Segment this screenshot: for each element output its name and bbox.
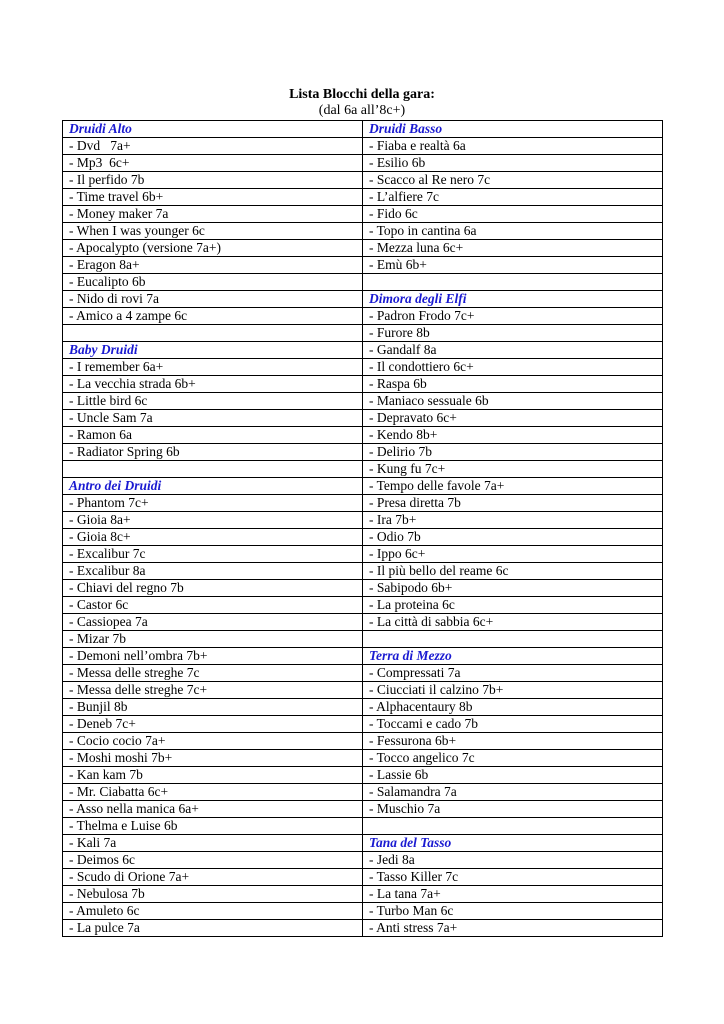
block-cell: - Mr. Ciabatta 6c+ — [63, 784, 363, 801]
table-row — [63, 648, 663, 665]
section-header-cell: Druidi Alto — [63, 121, 363, 138]
table-row — [63, 546, 663, 563]
table-row — [63, 138, 663, 155]
block-cell: - Toccami e cado 7b — [363, 716, 663, 733]
block-cell: - Gioia 8a+ — [63, 512, 363, 529]
table-row — [63, 580, 663, 597]
block-cell: - Moshi moshi 7b+ — [63, 750, 363, 767]
block-cell: - Kendo 8b+ — [363, 427, 663, 444]
block-cell: - Compressati 7a — [363, 665, 663, 682]
table-row — [63, 818, 663, 835]
table-row — [63, 461, 663, 478]
block-cell: - Sabipodo 6b+ — [363, 580, 663, 597]
table-row — [63, 631, 663, 648]
block-cell: - Jedi 8a — [363, 852, 663, 869]
block-cell: - Presa diretta 7b — [363, 495, 663, 512]
block-cell: - La vecchia strada 6b+ — [63, 376, 363, 393]
table-row — [63, 376, 663, 393]
block-cell: - Il più bello del reame 6c — [363, 563, 663, 580]
block-cell: - Messa delle streghe 7c — [63, 665, 363, 682]
block-cell: - Ciucciati il calzino 7b+ — [363, 682, 663, 699]
block-cell: - Little bird 6c — [63, 393, 363, 410]
table-row — [63, 716, 663, 733]
block-cell: - Time travel 6b+ — [63, 189, 363, 206]
block-cell — [63, 461, 363, 478]
table-row — [63, 325, 663, 342]
table-row — [63, 614, 663, 631]
block-cell: - Alphacentaury 8b — [363, 699, 663, 716]
block-cell: - Excalibur 8a — [63, 563, 363, 580]
block-cell: - La tana 7a+ — [363, 886, 663, 903]
block-cell: - Apocalypto (versione 7a+) — [63, 240, 363, 257]
block-cell: - Kan kam 7b — [63, 767, 363, 784]
block-cell: - Tocco angelico 7c — [363, 750, 663, 767]
table-row — [63, 155, 663, 172]
block-cell: - Il condottiero 6c+ — [363, 359, 663, 376]
block-cell: - Tempo delle favole 7a+ — [363, 478, 663, 495]
table-row — [63, 172, 663, 189]
document-subtitle: (dal 6a all’8c+) — [318, 103, 406, 118]
block-cell: - Padron Frodo 7c+ — [363, 308, 663, 325]
block-cell: - Fido 6c — [363, 206, 663, 223]
block-cell: - Maniaco sessuale 6b — [363, 393, 663, 410]
block-cell: - Il perfido 7b — [63, 172, 363, 189]
table-row — [63, 665, 663, 682]
block-cell: - Ippo 6c+ — [363, 546, 663, 563]
table-row — [63, 495, 663, 512]
table-row — [63, 835, 663, 852]
block-cell: - Uncle Sam 7a — [63, 410, 363, 427]
block-cell: - Topo in cantina 6a — [363, 223, 663, 240]
section-header-cell: Baby Druidi — [63, 342, 363, 359]
table-row — [63, 189, 663, 206]
block-cell: - Ramon 6a — [63, 427, 363, 444]
block-cell: - Esilio 6b — [363, 155, 663, 172]
block-cell — [363, 274, 663, 291]
table-row — [63, 410, 663, 427]
table-row — [63, 750, 663, 767]
block-cell: - Nebulosa 7b — [63, 886, 363, 903]
block-cell: - Mezza luna 6c+ — [363, 240, 663, 257]
table-row — [63, 529, 663, 546]
block-cell: - Messa delle streghe 7c+ — [63, 682, 363, 699]
block-cell: - Radiator Spring 6b — [63, 444, 363, 461]
section-header-cell: Terra di Mezzo — [363, 648, 663, 665]
block-cell: - I remember 6a+ — [63, 359, 363, 376]
table-row — [63, 852, 663, 869]
document-title: Lista Blocchi della gara: — [289, 87, 435, 102]
block-cell: - Lassie 6b — [363, 767, 663, 784]
table-row — [63, 444, 663, 461]
block-cell: - Amuleto 6c — [63, 903, 363, 920]
block-cell: - Mizar 7b — [63, 631, 363, 648]
block-cell — [363, 818, 663, 835]
block-cell: - Depravato 6c+ — [363, 410, 663, 427]
block-cell: - Dvd 7a+ — [63, 138, 363, 155]
table-row — [63, 903, 663, 920]
block-cell: - Emù 6b+ — [363, 257, 663, 274]
table-row — [63, 393, 663, 410]
block-cell: - Kung fu 7c+ — [363, 461, 663, 478]
block-cell: - Demoni nell’ombra 7b+ — [63, 648, 363, 665]
table-row — [63, 206, 663, 223]
block-cell: - La città di sabbia 6c+ — [363, 614, 663, 631]
block-cell: - Ira 7b+ — [363, 512, 663, 529]
block-cell: - Amico a 4 zampe 6c — [63, 308, 363, 325]
block-cell: - Fessurona 6b+ — [363, 733, 663, 750]
block-cell: - Eragon 8a+ — [63, 257, 363, 274]
block-cell: - Fiaba e realtà 6a — [363, 138, 663, 155]
table-row — [63, 274, 663, 291]
block-cell: - Scudo di Orione 7a+ — [63, 869, 363, 886]
table-row — [63, 801, 663, 818]
block-cell: - La proteina 6c — [363, 597, 663, 614]
block-cell: - Delirio 7b — [363, 444, 663, 461]
table-row — [63, 240, 663, 257]
block-cell: - Muschio 7a — [363, 801, 663, 818]
table-row — [63, 478, 663, 495]
section-header-cell: Druidi Basso — [363, 121, 663, 138]
block-cell: - Scacco al Re nero 7c — [363, 172, 663, 189]
block-cell: - Money maker 7a — [63, 206, 363, 223]
block-cell: - Odio 7b — [363, 529, 663, 546]
table-row — [63, 869, 663, 886]
block-cell: - Gioia 8c+ — [63, 529, 363, 546]
block-cell: - L’alfiere 7c — [363, 189, 663, 206]
block-cell: - Raspa 6b — [363, 376, 663, 393]
block-cell: - Eucalipto 6b — [63, 274, 363, 291]
block-cell: - When I was younger 6c — [63, 223, 363, 240]
block-cell: - Thelma e Luise 6b — [63, 818, 363, 835]
table-row — [63, 886, 663, 903]
block-cell: - Gandalf 8a — [363, 342, 663, 359]
block-cell: - Chiavi del regno 7b — [63, 580, 363, 597]
blocks-table-body — [63, 121, 663, 937]
table-row — [63, 733, 663, 750]
block-cell: - Turbo Man 6c — [363, 903, 663, 920]
table-row — [63, 767, 663, 784]
table-row — [63, 784, 663, 801]
section-header-cell: Tana del Tasso — [363, 835, 663, 852]
block-cell: - La pulce 7a — [63, 920, 363, 937]
table-row — [63, 291, 663, 308]
section-header-cell: Dimora degli Elfi — [363, 291, 663, 308]
table-row — [63, 563, 663, 580]
block-cell: - Phantom 7c+ — [63, 495, 363, 512]
block-cell: - Nido di rovi 7a — [63, 291, 363, 308]
table-row — [63, 682, 663, 699]
table-row — [63, 359, 663, 376]
block-cell: - Deneb 7c+ — [63, 716, 363, 733]
block-cell: - Tasso Killer 7c — [363, 869, 663, 886]
table-row — [63, 308, 663, 325]
block-cell: - Furore 8b — [363, 325, 663, 342]
block-cell: - Cocio cocio 7a+ — [63, 733, 363, 750]
block-cell: - Asso nella manica 6a+ — [63, 801, 363, 818]
block-cell: - Castor 6c — [63, 597, 363, 614]
block-cell — [63, 325, 363, 342]
blocks-table — [62, 120, 663, 937]
table-row — [63, 427, 663, 444]
block-cell: - Excalibur 7c — [63, 546, 363, 563]
block-cell: - Mp3 6c+ — [63, 155, 363, 172]
table-row — [63, 223, 663, 240]
section-header-cell: Antro dei Druidi — [63, 478, 363, 495]
block-cell — [363, 631, 663, 648]
table-row — [63, 699, 663, 716]
table-row — [63, 257, 663, 274]
block-cell: - Deimos 6c — [63, 852, 363, 869]
table-row — [63, 597, 663, 614]
table-row — [63, 342, 663, 359]
table-row — [63, 121, 663, 138]
block-cell: - Cassiopea 7a — [63, 614, 363, 631]
table-row — [63, 512, 663, 529]
block-cell: - Bunjil 8b — [63, 699, 363, 716]
block-cell: - Kali 7a — [63, 835, 363, 852]
table-row — [63, 920, 663, 937]
block-cell: - Salamandra 7a — [363, 784, 663, 801]
block-cell: - Anti stress 7a+ — [363, 920, 663, 937]
